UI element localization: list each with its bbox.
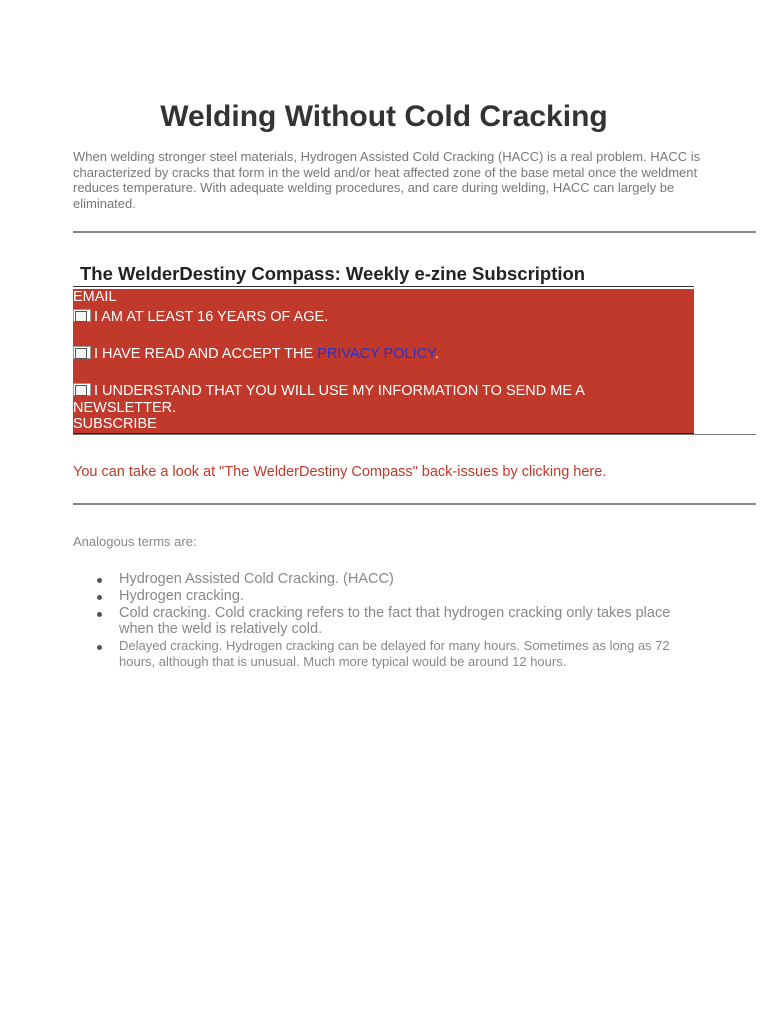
list-item: Hydrogen cracking. [73,588,693,605]
age-consent-row [73,309,673,326]
analogous-terms-list [73,571,693,669]
privacy-policy-link[interactable]: PRIVACY POLICY [317,346,435,362]
intro-paragraph: When welding stronger steel materials, Hydrogen Assisted Cold Cracking (HACC) is a real problem. HACC is characterized by cracks that form in the weld and/or heat affected zone of the base metal once the weldment reduces temperature. With adequate welding procedures, and care during welding, HACC can largely be eliminated. [73,149,701,211]
age-consent-label: I AM AT LEAST 16 YEARS OF AGE. [94,309,329,325]
divider [73,503,756,505]
newsletter-consent-checkbox[interactable] [73,383,91,396]
age-consent-checkbox[interactable] [73,309,91,322]
privacy-consent-row [73,346,673,363]
divider [73,231,756,233]
divider [73,434,756,435]
newsletter-signup-form [73,289,694,434]
privacy-consent-suffix: . [434,346,439,362]
list-item: Cold cracking. Cold cracking refers to the fact that hydrogen cracking only takes place when the weld is relatively cold. [73,605,693,639]
analogous-terms-heading: Analogous terms are: [73,534,197,549]
heading-underline [73,286,694,287]
newsletter-heading: The WelderDestiny Compass: Weekly e-zine Subscription [80,263,586,284]
list-item: Hydrogen Assisted Cold Cracking. (HACC) [73,571,693,588]
privacy-consent-checkbox[interactable] [73,346,91,359]
email-field-label[interactable]: EMAIL [73,289,117,305]
list-item: Delayed cracking. Hydrogen cracking can be delayed for many hours. Sometimes as long as 72 hours, although that is unusual. Much more typical would be around 12 hours. [73,638,693,669]
privacy-consent-prefix: I HAVE READ AND ACCEPT THE [94,346,318,362]
page-title: Welding Without Cold Cracking [160,100,608,133]
newsletter-consent-row [73,383,673,417]
subscribe-button[interactable]: SUBSCRIBE [73,416,157,432]
newsletter-consent-label: I UNDERSTAND THAT YOU WILL USE MY INFORMATION TO SEND ME A NEWSLETTER. [73,383,585,416]
back-issues-link[interactable]: You can take a look at "The WelderDestiny Compass" back-issues by clicking here. [73,464,607,480]
